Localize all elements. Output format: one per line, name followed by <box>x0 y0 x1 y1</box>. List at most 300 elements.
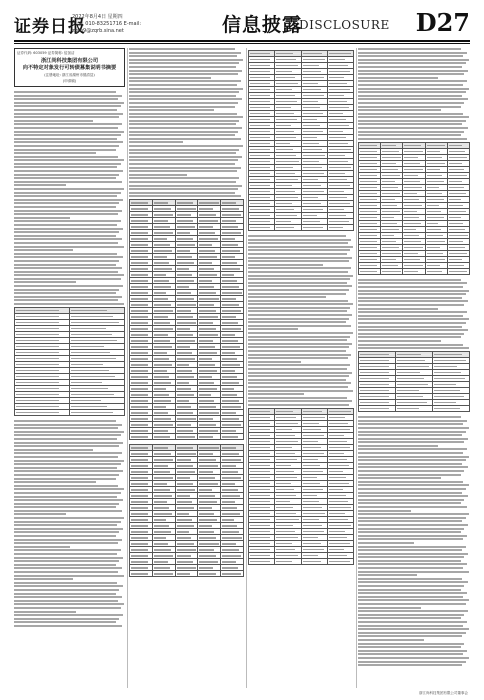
text-line <box>358 574 417 576</box>
text-line <box>14 91 116 93</box>
text-line <box>14 513 66 515</box>
text-line <box>358 95 462 97</box>
text-line <box>248 357 348 359</box>
text-line <box>14 600 118 602</box>
text-line <box>358 123 462 125</box>
section-subtitle: DISCLOSURE <box>299 18 390 32</box>
body-text-block <box>129 48 244 197</box>
text-line <box>129 152 236 154</box>
header-rule <box>14 40 470 42</box>
text-line <box>14 292 116 294</box>
table-cell <box>301 225 327 231</box>
text-line <box>358 116 469 118</box>
text-line <box>358 333 464 335</box>
text-line <box>248 289 349 291</box>
text-line <box>248 404 349 406</box>
text-line <box>14 442 123 444</box>
text-line <box>358 639 424 641</box>
text-line <box>14 242 118 244</box>
text-line <box>14 553 117 555</box>
text-line <box>129 149 239 151</box>
text-line <box>358 567 463 569</box>
text-line <box>14 528 123 530</box>
text-line <box>358 113 463 115</box>
text-line <box>129 145 243 147</box>
text-line <box>248 235 346 237</box>
text-line <box>248 310 347 312</box>
text-line <box>358 542 414 544</box>
text-line <box>358 70 468 72</box>
text-line <box>358 661 466 663</box>
text-line <box>14 195 117 197</box>
text-line <box>358 318 469 320</box>
text-line <box>248 361 301 363</box>
text-line <box>129 70 242 72</box>
text-line <box>358 322 466 324</box>
text-line <box>358 549 462 551</box>
text-line <box>358 621 467 623</box>
register-note: (注册地址: 浙江省湖州市德清县) <box>44 73 95 77</box>
text-line <box>14 539 122 541</box>
table-cell <box>275 225 301 231</box>
text-line <box>358 80 467 82</box>
text-line <box>14 217 70 219</box>
table-row <box>249 558 354 564</box>
text-line <box>248 339 347 341</box>
text-line <box>248 375 349 377</box>
text-line <box>358 59 469 61</box>
text-line <box>358 282 467 284</box>
text-line <box>248 382 351 384</box>
text-line <box>358 434 462 436</box>
text-line <box>358 470 464 472</box>
text-line <box>14 235 116 237</box>
text-line <box>248 253 347 255</box>
text-line <box>14 564 116 566</box>
text-line <box>358 134 461 136</box>
text-line <box>14 438 117 440</box>
text-line <box>248 260 349 262</box>
text-line <box>358 88 469 90</box>
section-title: 信息披露 <box>222 14 303 36</box>
announcement-header <box>14 48 125 87</box>
text-line <box>248 239 351 241</box>
table-cell <box>221 434 244 440</box>
text-line <box>14 585 123 587</box>
text-line <box>358 127 468 129</box>
data-table <box>14 307 125 416</box>
text-line <box>129 73 238 75</box>
text-line <box>248 379 346 381</box>
text-line <box>14 184 66 186</box>
text-line <box>358 416 461 418</box>
table-cell <box>175 571 198 577</box>
text-line <box>248 278 350 280</box>
column-3 <box>248 48 354 688</box>
text-line <box>248 275 353 277</box>
text-line <box>248 321 346 323</box>
text-line <box>358 290 469 292</box>
text-line <box>14 213 118 215</box>
text-line <box>14 177 116 179</box>
text-line <box>14 116 119 118</box>
text-line <box>358 109 441 111</box>
data-table <box>358 351 470 412</box>
data-table <box>248 50 354 231</box>
text-line <box>358 459 466 461</box>
text-line <box>129 55 237 57</box>
text-line <box>14 521 121 523</box>
text-line <box>358 427 469 429</box>
text-line <box>358 510 411 512</box>
text-line <box>358 48 461 50</box>
text-line <box>14 249 73 251</box>
text-line <box>358 55 463 57</box>
text-line <box>358 553 468 555</box>
text-line <box>358 286 463 288</box>
text-line <box>14 278 121 280</box>
table-cell <box>359 268 381 274</box>
text-line <box>358 488 466 490</box>
text-line <box>248 325 351 327</box>
text-line <box>358 603 466 605</box>
text-line <box>248 354 351 356</box>
text-line <box>129 131 238 133</box>
text-line <box>14 113 123 115</box>
text-line <box>248 271 348 273</box>
stock-code-line: 证券代码: 603059 证券简称: 倍加洁 <box>17 51 75 55</box>
text-line <box>358 614 464 616</box>
text-line <box>14 463 121 465</box>
table-cell <box>275 558 301 564</box>
body-text-block <box>358 416 470 666</box>
text-line <box>358 452 463 454</box>
text-line <box>14 557 123 559</box>
text-line <box>129 123 236 125</box>
text-line <box>248 372 352 374</box>
text-line <box>358 336 461 338</box>
text-line <box>248 346 349 348</box>
text-line <box>358 538 463 540</box>
text-line <box>358 650 467 652</box>
table-cell <box>198 571 221 577</box>
text-line <box>358 664 462 666</box>
text-line <box>358 513 469 515</box>
text-line <box>14 289 119 291</box>
text-line <box>14 434 121 436</box>
text-line <box>358 297 462 299</box>
table-cell <box>396 406 433 412</box>
table-cell <box>381 268 403 274</box>
issue-date: 2022年8月4日 星期四 <box>72 14 123 20</box>
footer-note: 浙江尚科技集团有限公司董事会 <box>419 691 468 695</box>
text-line <box>358 423 463 425</box>
text-line <box>358 625 463 627</box>
text-line <box>358 448 467 450</box>
text-line <box>14 582 117 584</box>
body-text-block <box>358 279 470 349</box>
text-line <box>358 62 466 64</box>
text-line <box>248 242 348 244</box>
text-line <box>14 131 124 133</box>
text-line <box>14 260 119 262</box>
text-line <box>14 546 70 548</box>
text-line <box>129 84 237 86</box>
table-cell <box>152 571 175 577</box>
text-line <box>358 632 466 634</box>
text-line <box>358 77 438 79</box>
text-line <box>14 485 118 487</box>
text-line <box>358 304 464 306</box>
column-divider <box>356 48 357 688</box>
text-line <box>358 308 438 310</box>
data-table <box>248 408 354 565</box>
text-line <box>358 481 463 483</box>
text-line <box>358 578 462 580</box>
text-line <box>358 607 421 609</box>
text-line <box>358 279 461 281</box>
text-line <box>14 238 122 240</box>
text-line <box>14 210 122 212</box>
text-line <box>358 653 463 655</box>
text-line <box>248 282 347 284</box>
text-line <box>14 274 124 276</box>
text-line <box>14 578 73 580</box>
text-line <box>129 174 187 176</box>
text-line <box>14 621 116 623</box>
text-line <box>248 264 323 266</box>
table-cell <box>425 268 447 274</box>
text-line <box>14 510 122 512</box>
text-line <box>14 181 122 183</box>
header-rule-thin <box>14 43 470 44</box>
text-line <box>358 52 467 54</box>
text-line <box>14 431 124 433</box>
text-line <box>129 95 236 97</box>
text-line <box>358 344 463 346</box>
text-line <box>358 477 441 479</box>
text-line <box>358 315 463 317</box>
table-row <box>249 225 354 231</box>
text-line <box>358 535 467 537</box>
text-line <box>358 463 462 465</box>
text-line <box>358 596 463 598</box>
text-line <box>358 326 462 328</box>
text-line <box>14 467 117 469</box>
text-line <box>129 192 235 194</box>
announcement-title <box>17 58 122 72</box>
table-cell <box>198 434 221 440</box>
data-table <box>129 199 244 440</box>
text-line <box>358 524 468 526</box>
text-line <box>14 614 123 616</box>
text-line <box>358 106 461 108</box>
text-line <box>129 120 239 122</box>
text-line <box>14 188 124 190</box>
text-line <box>14 517 124 519</box>
text-line <box>129 185 242 187</box>
text-line <box>14 141 123 143</box>
text-line <box>358 138 467 140</box>
text-line <box>248 343 352 345</box>
text-line <box>14 228 123 230</box>
text-line <box>358 438 468 440</box>
text-line <box>14 445 119 447</box>
text-line <box>358 528 464 530</box>
text-line <box>248 332 353 334</box>
text-line <box>14 220 121 222</box>
title-line-2: 向不特定对象发行可转债募集说明书摘要 <box>22 65 117 71</box>
text-line <box>248 364 350 366</box>
text-line <box>14 549 121 551</box>
column-divider <box>127 48 128 688</box>
text-line <box>248 390 353 392</box>
text-line <box>14 481 96 483</box>
text-line <box>129 113 237 115</box>
text-line <box>358 347 469 349</box>
text-line <box>14 253 117 255</box>
text-line <box>14 531 119 533</box>
text-line <box>14 156 118 158</box>
text-line <box>14 192 121 194</box>
text-line <box>358 581 468 583</box>
text-line <box>358 441 464 443</box>
text-line <box>129 98 242 100</box>
text-line <box>358 131 464 133</box>
text-line <box>14 174 119 176</box>
table-cell <box>433 406 470 412</box>
text-line <box>248 393 304 395</box>
contact-line: 电话: 010-83251716 E-mail: zqrb9@zqrb.sina.net <box>72 21 142 34</box>
text-line <box>129 52 241 54</box>
text-line <box>129 195 241 197</box>
text-line <box>358 599 469 601</box>
text-line <box>358 120 466 122</box>
text-line <box>14 560 119 562</box>
text-line <box>358 329 468 331</box>
text-line <box>14 596 122 598</box>
text-line <box>248 318 349 320</box>
text-line <box>14 120 93 122</box>
text-line <box>358 646 461 648</box>
text-line <box>14 474 119 476</box>
text-line <box>14 296 122 298</box>
text-line <box>248 336 350 338</box>
text-line <box>129 156 242 158</box>
text-line <box>358 643 464 645</box>
text-line <box>129 167 241 169</box>
title-line-1: 浙江尚科技集团有限公司 <box>40 58 99 64</box>
data-table <box>129 444 244 577</box>
text-line <box>248 303 353 305</box>
text-line <box>14 420 116 422</box>
table-cell <box>327 225 353 231</box>
text-line <box>358 502 461 504</box>
text-line <box>14 603 124 605</box>
text-line <box>358 73 464 75</box>
text-line <box>129 106 235 108</box>
text-line <box>14 303 124 305</box>
body-text-block <box>358 48 470 140</box>
table-row <box>130 571 244 577</box>
text-line <box>14 503 119 505</box>
text-line <box>248 285 352 287</box>
text-line <box>14 593 116 595</box>
text-line <box>14 134 121 136</box>
text-line <box>129 62 239 64</box>
text-line <box>14 427 118 429</box>
text-line <box>358 506 467 508</box>
text-line <box>14 170 123 172</box>
text-line <box>358 499 464 501</box>
text-line <box>248 397 347 399</box>
text-line <box>248 328 298 330</box>
text-line <box>248 314 352 316</box>
text-line <box>14 246 124 248</box>
text-line <box>358 66 462 68</box>
text-line <box>14 206 116 208</box>
text-line <box>358 431 466 433</box>
text-line <box>14 159 124 161</box>
table-cell <box>359 406 396 412</box>
text-line <box>14 224 117 226</box>
text-line <box>14 478 116 480</box>
text-line <box>129 59 243 61</box>
text-line <box>358 571 469 573</box>
text-line <box>358 560 461 562</box>
text-line <box>358 466 468 468</box>
text-line <box>248 293 346 295</box>
text-line <box>129 188 238 190</box>
text-line <box>129 91 239 93</box>
text-line <box>14 571 118 573</box>
text-line <box>14 611 76 613</box>
text-line <box>14 496 117 498</box>
text-line <box>129 141 183 143</box>
text-line <box>14 152 96 154</box>
text-line <box>14 542 118 544</box>
newspaper-logo: 证券日报 <box>14 17 86 37</box>
table-cell <box>130 434 153 440</box>
text-line <box>248 257 352 259</box>
text-line <box>129 116 243 118</box>
text-line <box>14 123 122 125</box>
text-line <box>358 300 468 302</box>
table-row <box>15 410 125 416</box>
text-line <box>358 495 468 497</box>
text-line <box>129 159 238 161</box>
table-cell <box>175 434 198 440</box>
text-line <box>14 267 122 269</box>
text-line <box>358 592 467 594</box>
text-line <box>14 488 124 490</box>
text-line <box>358 520 462 522</box>
text-line <box>14 109 117 111</box>
text-line <box>129 127 242 129</box>
text-line <box>14 575 124 577</box>
text-line <box>14 256 123 258</box>
text-line <box>358 456 469 458</box>
text-line <box>248 296 326 298</box>
text-line <box>358 531 461 533</box>
text-line <box>14 271 118 273</box>
text-line <box>248 400 352 402</box>
text-line <box>129 80 241 82</box>
table-row <box>130 434 244 440</box>
text-line <box>358 556 464 558</box>
table-cell <box>301 558 327 564</box>
text-line <box>358 585 464 587</box>
